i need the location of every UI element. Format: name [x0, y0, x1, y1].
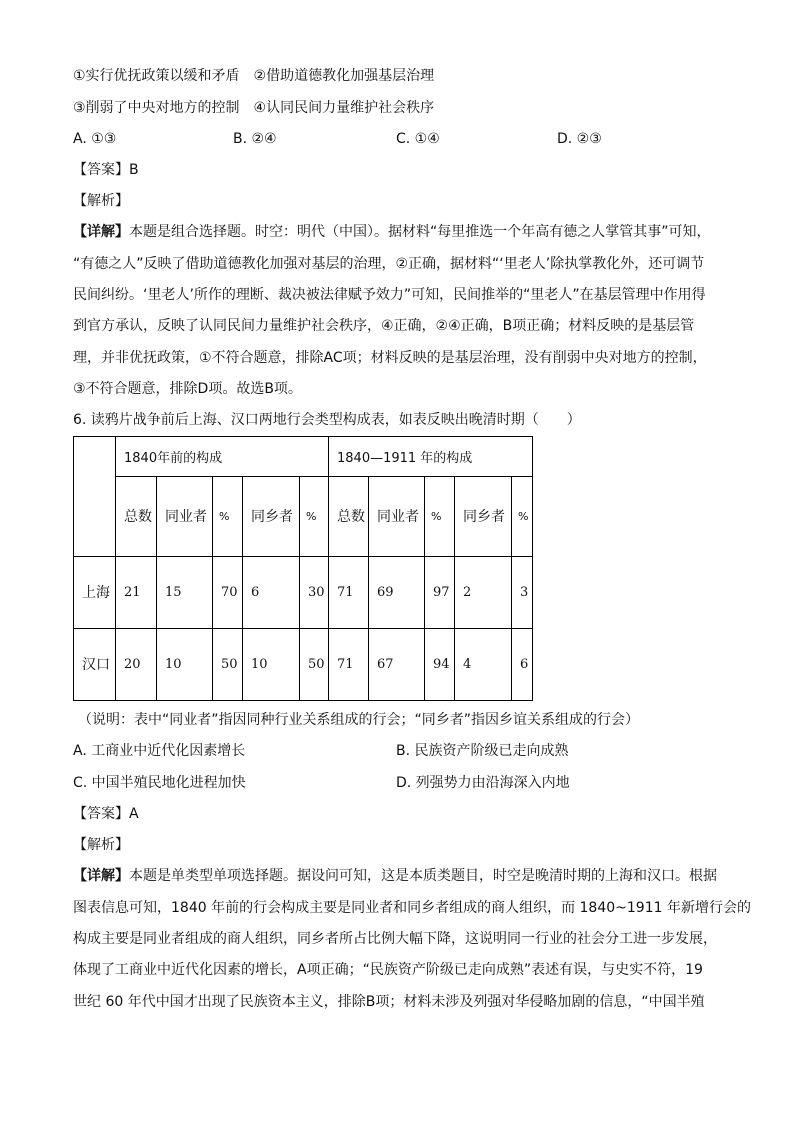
choice-d: D. ②③	[557, 131, 602, 147]
table-cell: 6	[243, 557, 300, 629]
table-cell: 71	[329, 629, 369, 701]
table-cell: 50	[300, 629, 329, 701]
table-group-header-1: 1840年前的构成	[116, 437, 329, 477]
q6-stem: 6. 读鸦片战争前后上海、汉口两地行会类型构成表，如表反映出晚清时期（ ）	[73, 412, 581, 428]
table-cell: 71	[329, 557, 369, 629]
q5-analysis: 【解析】	[73, 193, 129, 209]
table-cell: 10	[157, 629, 213, 701]
choice-a: A. ①③	[73, 131, 117, 147]
q6-detail-line-5: 世纪 60 年代中国才出现了民族资本主义，排除B项；材料未涉及列强对华侵略加剧的信息，“中国半殖	[73, 994, 705, 1010]
q6-choice-a: A. 工商业中近代化因素增长	[73, 743, 246, 759]
table-cell: 67	[369, 629, 425, 701]
table-cell: 94	[425, 629, 455, 701]
table-city-cell: 上海	[74, 557, 116, 629]
table-cell: 3	[512, 557, 533, 629]
option-line-2: ③削弱了中央对地方的控制 ④认同民间力量维护社会秩序	[73, 100, 435, 116]
q6-detail-tag: 【详解】	[73, 868, 129, 884]
table-corner-cell	[74, 437, 116, 557]
choice-c: C. ①④	[396, 131, 440, 147]
table-cell: 21	[116, 557, 157, 629]
table-cell: 20	[116, 629, 157, 701]
q5-detail-line-6: ③不符合题意，排除D项。故选B项。	[73, 381, 302, 397]
table-group-header-2: 1840—1911 年的构成	[329, 437, 533, 477]
q5-detail-line-5: 理，并非优抚政策，①不符合题意，排除AC项；材料反映的是基层治理，没有削弱中央对地方的控制，	[73, 350, 707, 366]
q6-detail-line-2: 图表信息可知，1840 年前的行会构成主要是同业者和同乡者组成的商人组织，而 1840~1911 年新增行会的	[73, 900, 751, 916]
q5-detail-line-1: 【详解】本题是组合选择题。时空：明代（中国）。据材料“每里推选一个年高有德之人掌管其事”可知，	[73, 224, 711, 240]
option-line-1: ①实行优抚政策以缓和矛盾 ②借助道德教化加强基层治理	[73, 68, 435, 84]
table-cell: 4	[455, 629, 512, 701]
table-cell: 70	[213, 557, 243, 629]
guild-table	[73, 436, 533, 701]
table-header-cell: 总数	[116, 477, 157, 557]
table-header-cell: 同乡者	[243, 477, 300, 557]
q6-choice-d: D. 列强势力由沿海深入内地	[396, 775, 570, 791]
q5-detail-tag: 【详解】	[73, 224, 129, 240]
table-header-cell: 总数	[329, 477, 369, 557]
table-cell: 10	[243, 629, 300, 701]
table-cell: 15	[157, 557, 213, 629]
table-cell: 97	[425, 557, 455, 629]
q6-detail-line-3: 构成主要是同业者组成的商人组织，同乡者所占比例大幅下降，这说明同一行业的社会分工进一步发展，	[73, 931, 717, 947]
q5-answer: 【答案】B	[73, 162, 139, 178]
q6-detail-line-1: 【详解】本题是单类型单项选择题。据设问可知，这是本质类题目，时空是晚清时期的上海和汉口。根据	[73, 868, 717, 884]
table-cell: 6	[512, 629, 533, 701]
q6-detail-line-4: 体现了工商业中近代化因素的增长，A项正确；“民族资产阶级已走向成熟”表述有误，与史实不符，19	[73, 962, 703, 978]
table-header-cell: %	[512, 477, 533, 557]
table-cell: 69	[369, 557, 425, 629]
choice-b: B. ②④	[233, 131, 277, 147]
q5-detail-line-2: “有德之人”反映了借助道德教化加强对基层的治理，②正确，据材料“‘里老人’除执掌教化外，还可调节	[73, 256, 705, 272]
q6-answer: 【答案】A	[73, 806, 139, 822]
table-city-cell: 汉口	[74, 629, 116, 701]
table-header-cell: 同乡者	[455, 477, 512, 557]
q6-analysis: 【解析】	[73, 837, 129, 853]
table-cell: 30	[300, 557, 329, 629]
table-header-cell: %	[425, 477, 455, 557]
table-header-cell: 同业者	[157, 477, 213, 557]
q6-choice-c: C. 中国半殖民地化进程加快	[73, 775, 246, 791]
table-note: （说明：表中“同业者”指因同种行业关系组成的行会；“同乡者”指因乡谊关系组成的行会）	[78, 712, 640, 728]
q5-detail-line-4: 到官方承认，反映了认同民间力量维护社会秩序，④正确，②④正确，B项正确；材料反映的是基层管	[73, 318, 695, 334]
table-cell: 50	[213, 629, 243, 701]
table-cell: 2	[455, 557, 512, 629]
table-header-cell: %	[213, 477, 243, 557]
table-header-cell: 同业者	[369, 477, 425, 557]
q6-choice-b: B. 民族资产阶级已走向成熟	[396, 743, 569, 759]
table-header-cell: %	[300, 477, 329, 557]
q5-detail-line-3: 民间纠纷。‘里老人’所作的理断、裁决被法律赋予效力”可知，民间推举的“里老人”在基层管理中作用得	[73, 287, 706, 303]
